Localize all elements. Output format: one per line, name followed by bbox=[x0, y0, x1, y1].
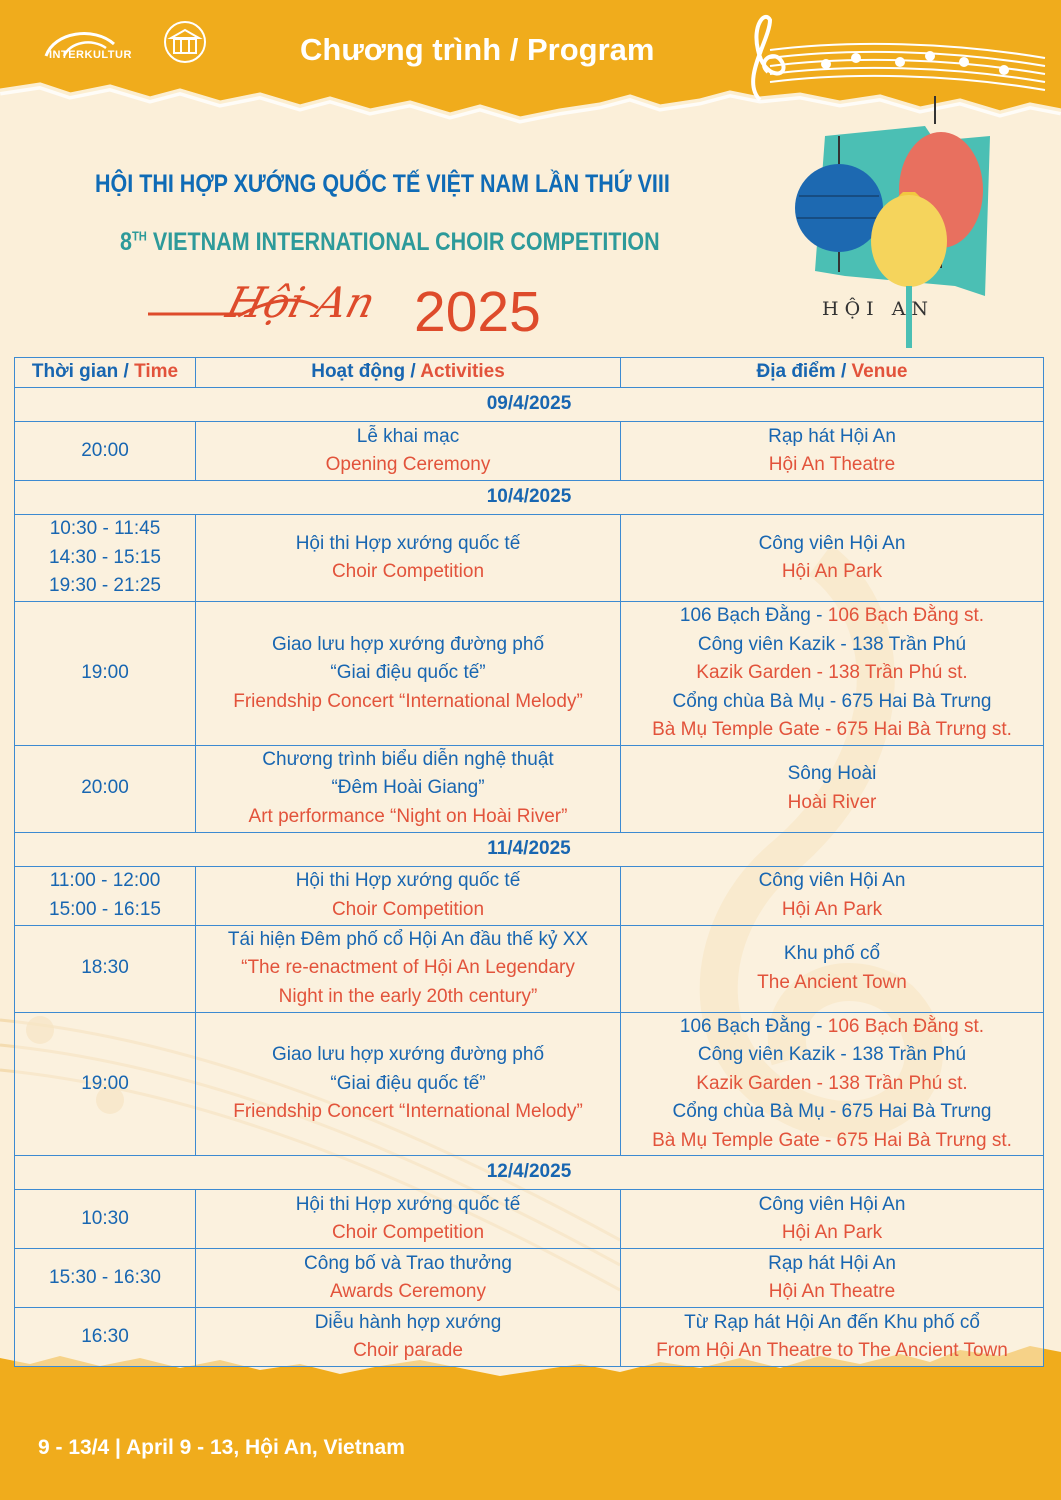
activity-line: Art performance “Night on Hoài River” bbox=[248, 805, 568, 827]
event-title-en: 8TH VIETNAM INTERNATIONAL CHOIR COMPETITION bbox=[120, 228, 660, 256]
table-row bbox=[15, 515, 1044, 602]
time-cell bbox=[15, 925, 196, 1012]
activity-cell bbox=[196, 866, 621, 925]
time-cell bbox=[15, 1249, 196, 1308]
activity-line: Choir Competition bbox=[331, 898, 485, 920]
venue-cell bbox=[621, 1308, 1044, 1367]
venue-line bbox=[621, 688, 1043, 717]
venue-text: 106 Bạch Đằng - bbox=[679, 1015, 828, 1037]
venue-line bbox=[621, 423, 1043, 452]
activity-cell bbox=[196, 1190, 621, 1249]
time-value: 18:30 bbox=[81, 957, 129, 979]
brand-script-hoian: Hội An bbox=[221, 278, 381, 327]
venue-text: Hội An Theatre bbox=[768, 1281, 896, 1302]
activity-line: Tái hiện Đêm phố cổ Hội An đầu thế kỷ XX bbox=[227, 928, 589, 950]
venue-text: Công viên Kazik - 138 Trần Phú bbox=[697, 633, 967, 655]
time-value: 10:30 bbox=[81, 1207, 129, 1229]
venue-text: 106 Bạch Đằng - bbox=[679, 605, 828, 626]
time-cell bbox=[15, 1190, 196, 1249]
activity-cell bbox=[196, 1012, 621, 1156]
time-value: 19:00 bbox=[81, 662, 129, 683]
venue-text: Bà Mụ Temple Gate - 675 Hai Bà Trưng st. bbox=[652, 719, 1012, 740]
time-value: 15:30 - 16:30 bbox=[49, 1266, 161, 1288]
venue-line bbox=[621, 1041, 1043, 1070]
date-cell: 10/4/2025 bbox=[15, 481, 1044, 515]
venue-text: Rạp hát Hội An bbox=[768, 1252, 896, 1274]
activity-cell bbox=[196, 1308, 621, 1367]
venue-text: Hội An Park bbox=[781, 898, 883, 920]
activity-line: Diễu hành hợp xướng bbox=[314, 1311, 502, 1333]
date-row bbox=[15, 388, 1044, 422]
time-cell bbox=[15, 1308, 196, 1367]
venue-text: Cổng chùa Bà Mụ - 675 Hai Bà Trưng bbox=[672, 1101, 992, 1122]
venue-cell bbox=[621, 1012, 1044, 1156]
venue-text: Hội An Park bbox=[781, 1222, 883, 1243]
time-value: 16:30 bbox=[81, 1325, 129, 1347]
date-cell: 12/4/2025 bbox=[15, 1156, 1044, 1190]
venue-line bbox=[621, 940, 1043, 969]
activity-line: Giao lưu hợp xướng đường phố bbox=[271, 633, 545, 655]
table-row bbox=[15, 422, 1044, 481]
venue-line bbox=[621, 631, 1043, 660]
activity-line: Giao lưu hợp xướng đường phố bbox=[271, 1044, 545, 1065]
venue-text: Cổng chùa Bà Mụ - 675 Hai Bà Trưng bbox=[672, 690, 992, 712]
time-value: 19:30 - 21:25 bbox=[49, 575, 161, 597]
brand-year: 2025 bbox=[414, 280, 541, 344]
venue-text: Kazik Garden - 138 Trần Phú st. bbox=[696, 662, 968, 683]
venue-text: Công viên Hội An bbox=[758, 532, 906, 554]
venue-line bbox=[621, 530, 1043, 559]
activity-line: Hội thi Hợp xướng quốc tế bbox=[295, 1193, 521, 1215]
venue-text: Công viên Kazik - 138 Trần Phú bbox=[697, 1044, 967, 1065]
venue-cell bbox=[621, 422, 1044, 481]
table-row bbox=[15, 745, 1044, 832]
venue-text: Hoài River bbox=[787, 791, 877, 813]
time-cell bbox=[15, 1012, 196, 1156]
time-cell bbox=[15, 515, 196, 602]
venue-line bbox=[621, 1250, 1043, 1279]
table-row bbox=[15, 1249, 1044, 1308]
venue-text: Kazik Garden - 138 Trần Phú st. bbox=[696, 1072, 968, 1094]
venue-text: The Ancient Town bbox=[757, 971, 907, 993]
venue-line bbox=[621, 896, 1043, 925]
venue-line bbox=[621, 1070, 1043, 1099]
venue-cell bbox=[621, 515, 1044, 602]
program-table bbox=[14, 357, 1044, 1367]
time-cell bbox=[15, 602, 196, 746]
venue-line bbox=[621, 659, 1043, 688]
date-row bbox=[15, 832, 1044, 866]
venue-line bbox=[621, 716, 1043, 745]
venue-line bbox=[621, 1278, 1043, 1307]
time-cell bbox=[15, 866, 196, 925]
venue-line bbox=[621, 451, 1043, 480]
activity-line: “Giai điệu quốc tế” bbox=[330, 1072, 486, 1094]
activity-cell bbox=[196, 1249, 621, 1308]
date-cell: 09/4/2025 bbox=[15, 388, 1044, 422]
page-title: Chương trình / Program bbox=[300, 32, 655, 67]
table-header-row bbox=[15, 358, 1044, 388]
date-cell: 11/4/2025 bbox=[15, 832, 1044, 866]
table-row bbox=[15, 866, 1044, 925]
venue-text: Bà Mụ Temple Gate - 675 Hai Bà Trưng st. bbox=[652, 1129, 1012, 1151]
venue-cell bbox=[621, 866, 1044, 925]
venue-text: Khu phố cổ bbox=[783, 943, 881, 964]
header-venue: Địa điểm / Venue bbox=[621, 358, 1044, 388]
venue-line bbox=[621, 602, 1043, 631]
venue-text: Công viên Hội An bbox=[758, 1193, 906, 1215]
venue-text: Hội An Theatre bbox=[768, 454, 896, 475]
table-row bbox=[15, 1012, 1044, 1156]
interkultur-logo-text: INTERKULTUR bbox=[49, 49, 132, 61]
table-row bbox=[15, 1308, 1044, 1367]
activity-line: Friendship Concert “International Melody” bbox=[233, 1101, 583, 1122]
activity-cell bbox=[196, 602, 621, 746]
date-row bbox=[15, 1156, 1044, 1190]
activity-cell bbox=[196, 422, 621, 481]
venue-line bbox=[621, 1309, 1043, 1338]
venue-text: Công viên Hội An bbox=[758, 870, 906, 891]
time-value: 15:00 - 16:15 bbox=[49, 898, 161, 920]
time-value: 20:00 bbox=[81, 777, 129, 799]
venue-line bbox=[621, 969, 1043, 998]
time-value: 19:00 bbox=[81, 1072, 129, 1094]
table-row bbox=[15, 1190, 1044, 1249]
activity-line: Choir parade bbox=[353, 1340, 463, 1361]
activity-cell bbox=[196, 925, 621, 1012]
venue-text: From Hội An Theatre to The Ancient Town bbox=[656, 1340, 1008, 1361]
activity-line: Chương trình biểu diễn nghệ thuật bbox=[262, 748, 554, 770]
time-value: 11:00 - 12:00 bbox=[49, 870, 161, 891]
time-cell bbox=[15, 745, 196, 832]
activity-line: Lễ khai mạc bbox=[356, 425, 460, 447]
activity-line: Opening Ceremony bbox=[325, 454, 491, 475]
activity-line: “The re-enactment of Hội An Legendary bbox=[241, 957, 575, 979]
table-row bbox=[15, 602, 1044, 746]
venue-line bbox=[621, 1337, 1043, 1366]
activity-line: Công bố và Trao thưởng bbox=[304, 1252, 512, 1274]
venue-text: Hội An Park bbox=[781, 561, 883, 582]
venue-text: 106 Bạch Đằng st. bbox=[827, 1015, 985, 1037]
activity-cell bbox=[196, 515, 621, 602]
footer-dates: 9 - 13/4 | April 9 - 13, Hội An, Vietnam bbox=[38, 1436, 405, 1459]
activity-line: “Giai điệu quốc tế” bbox=[330, 662, 486, 683]
hoian-gate-logo bbox=[163, 20, 207, 64]
venue-cell bbox=[621, 925, 1044, 1012]
venue-text: 106 Bạch Đằng st. bbox=[827, 605, 985, 626]
lantern-caption: HỘI AN bbox=[822, 298, 935, 320]
venue-line bbox=[621, 558, 1043, 587]
activity-cell bbox=[196, 745, 621, 832]
time-cell bbox=[15, 422, 196, 481]
venue-line bbox=[621, 1098, 1043, 1127]
activity-line: Hội thi Hợp xướng quốc tế bbox=[295, 870, 521, 891]
activity-line: Night in the early 20th century” bbox=[278, 985, 538, 1007]
venue-cell bbox=[621, 1249, 1044, 1308]
venue-cell bbox=[621, 602, 1044, 746]
venue-text: Từ Rạp hát Hội An đến Khu phố cổ bbox=[684, 1311, 980, 1333]
venue-line bbox=[621, 760, 1043, 789]
activity-line: Choir Competition bbox=[331, 1222, 485, 1243]
date-row bbox=[15, 481, 1044, 515]
activity-line: Hội thi Hợp xướng quốc tế bbox=[295, 532, 521, 554]
venue-line bbox=[621, 1219, 1043, 1248]
venue-line bbox=[621, 1127, 1043, 1156]
venue-cell bbox=[621, 1190, 1044, 1249]
venue-line bbox=[621, 1191, 1043, 1220]
time-value: 14:30 - 15:15 bbox=[49, 546, 161, 568]
table-row bbox=[15, 925, 1044, 1012]
venue-text: Rạp hát Hội An bbox=[768, 425, 896, 447]
time-value: 10:30 - 11:45 bbox=[49, 518, 161, 540]
activity-line: Friendship Concert “International Melody” bbox=[233, 690, 583, 712]
venue-line bbox=[621, 789, 1043, 818]
header-time: Thời gian / Time bbox=[15, 358, 196, 388]
venue-line bbox=[621, 867, 1043, 896]
event-title-vn: HỘI THI HỢP XƯỚNG QUỐC TẾ VIỆT NAM LẦN THỨ VIII bbox=[95, 170, 670, 198]
venue-text: Sông Hoài bbox=[787, 763, 877, 784]
venue-cell bbox=[621, 745, 1044, 832]
venue-line bbox=[621, 1013, 1043, 1042]
header-activities: Hoạt động / Activities bbox=[196, 358, 621, 388]
activity-line: Choir Competition bbox=[331, 561, 485, 582]
activity-line: “Đêm Hoài Giang” bbox=[331, 777, 485, 799]
activity-line: Awards Ceremony bbox=[330, 1281, 486, 1302]
time-value: 20:00 bbox=[81, 439, 129, 461]
